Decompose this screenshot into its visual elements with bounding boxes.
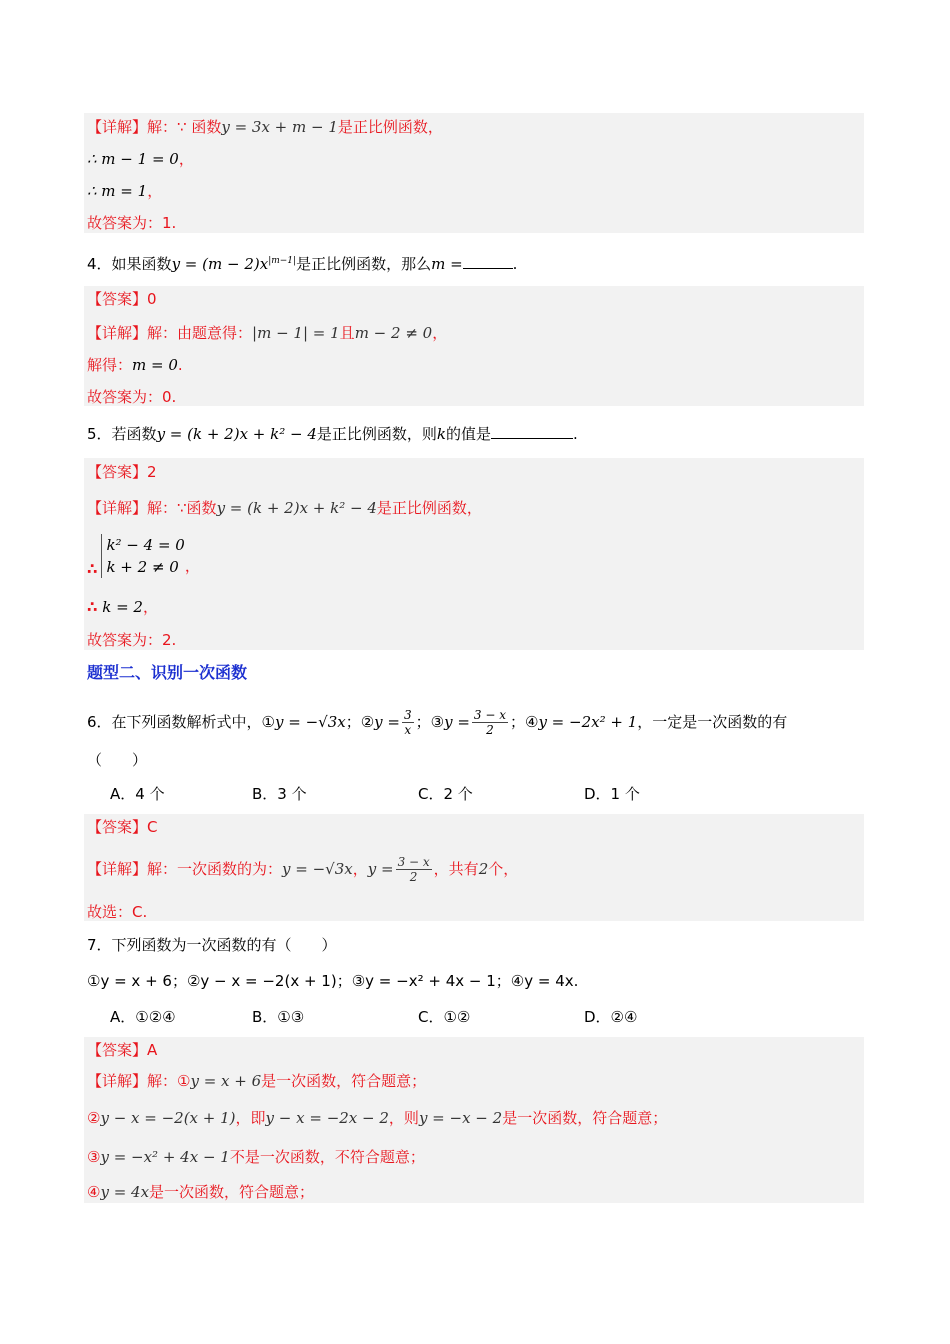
detail-line: ④y = 4x是一次函数，符合题意；	[87, 1183, 315, 1201]
detail-line: ③y = −x² + 4x − 1不是一次函数，不符合题意；	[87, 1148, 425, 1166]
answer-block-q5	[84, 458, 864, 650]
answer-label: 【答案】2	[87, 463, 157, 481]
question-6: 6．在下列函数解析式中，①y = −√3x；②y = $\frac{3}{x}$ ；③y = $\frac{3 - x}{2}$ ；④y = −2x² + 1，一定是一次函数的有	[87, 708, 788, 737]
question-5: 5．若函数y = (k + 2)x + k² − 4是正比例函数，则k的值是 .	[87, 425, 578, 443]
question-paren: （ ）	[87, 751, 148, 769]
fraction: $\frac{3 - x}{2}$	[397, 855, 430, 884]
answer-label: 【答案】A	[87, 1041, 158, 1059]
final-answer: 故答案为：0.	[87, 388, 177, 406]
option-b[interactable]: B．①③	[252, 1008, 305, 1026]
option-d[interactable]: D．1 个	[584, 785, 640, 803]
detail-label: 【详解】	[87, 118, 148, 136]
fraction: $\frac{3}{x}$	[403, 708, 412, 737]
fraction: $\frac{3 - x}{2}$	[473, 708, 506, 737]
equation-system: ∴ k² − 4 = 0 k + 2 ≠ 0 ，	[87, 536, 200, 578]
step-line: ∴ k = 2，	[87, 598, 158, 616]
question-4: 4．如果函数$y = (m - 2)x^{|m-1|}$是正比例函数，那么m = .	[87, 255, 518, 273]
detail-line: 【详解】解：①y = x + 6是一次函数，符合题意；	[87, 1072, 427, 1090]
detail-line: ②y − x = −2(x + 1)，即y − x = −2x − 2，则y = −x − 2是一次函数，符合题意；	[87, 1109, 668, 1127]
option-a[interactable]: A．①②④	[110, 1008, 176, 1026]
answer-blank[interactable]	[491, 424, 573, 439]
step-line: 解得：m = 0.	[87, 356, 183, 374]
answer-label: 【答案】C	[87, 818, 158, 836]
option-d[interactable]: D．②④	[584, 1008, 638, 1026]
detail-line: 【详解】解：一次函数的为：y = −√3x，y = $\frac{3 - x}{2}$ ，共有2个，	[87, 855, 519, 884]
detail-line: 【详解】解：由题意得：|m − 1| = 1且m − 2 ≠ 0，	[87, 324, 448, 342]
math-expression: y = 3x + m − 1	[221, 118, 338, 136]
brace: k² − 4 = 0 k + 2 ≠ 0	[101, 534, 184, 578]
section-heading: 题型二、识别一次函数	[87, 663, 248, 682]
option-b[interactable]: B．3 个	[252, 785, 307, 803]
final-answer: 故答案为：1.	[87, 214, 177, 232]
final-answer: 故答案为：2.	[87, 631, 177, 649]
question-7-items: ①y = x + 6；②y − x = −2(x + 1)；③y = −x² + 4x − 1；④y = 4x.	[87, 972, 579, 990]
step-line: ∴ m − 1 = 0，	[87, 150, 194, 168]
detail-line: 【详解】解：∵函数y = (k + 2)x + k² − 4是正比例函数，	[87, 499, 482, 517]
answer-label: 【答案】0	[87, 290, 157, 308]
question-7: 7．下列函数为一次函数的有（ ）	[87, 936, 337, 954]
detail-line: 【详解】解：∵ 函数y = 3x + m − 1是正比例函数，	[87, 118, 443, 136]
answer-block-q4	[84, 286, 864, 406]
step-line: ∴ m = 1，	[87, 182, 163, 200]
option-c[interactable]: C．2 个	[418, 785, 473, 803]
option-a[interactable]: A．4 个	[110, 785, 165, 803]
option-c[interactable]: C．①②	[418, 1008, 471, 1026]
answer-blank[interactable]	[463, 254, 513, 269]
final-answer: 故选：C.	[87, 903, 148, 921]
